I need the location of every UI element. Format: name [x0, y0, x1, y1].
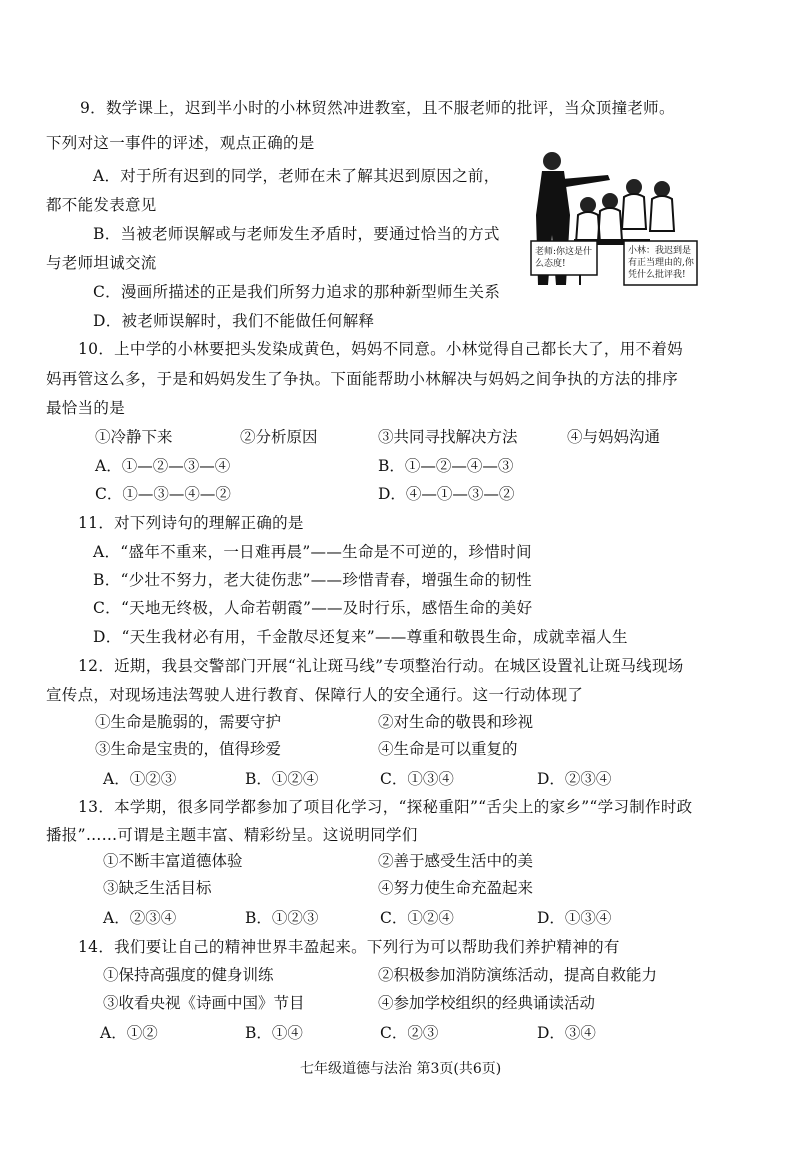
q10-stem-line2: 妈再管这么多，于是和妈妈发生了争执。下面能帮助小林解决与妈妈之间争执的方法的排序: [46, 370, 679, 388]
cartoon-student-caption: 小林：我迟到是有正当理由的,你凭什么批评我!: [628, 246, 694, 280]
q10-item-1: ①冷静下来: [95, 428, 173, 446]
q12-item-1: ①生命是脆弱的，需要守护: [95, 713, 282, 731]
page-footer: 七年级道德与法治 第3页(共6页): [300, 1061, 502, 1077]
q11-option-d: D．“天生我材必有用，千金散尽还复来”——尊重和敬畏生命，成就幸福人生: [93, 628, 628, 646]
q12-item-4: ④生命是可以重复的: [378, 740, 518, 758]
q11-stem: 11．对下列诗句的理解正确的是: [78, 514, 304, 532]
q9-option-b-line1: B．当被老师误解或与老师发生矛盾时，要通过恰当的方式: [93, 225, 500, 243]
q9-option-b-line2: 与老师坦诚交流: [46, 254, 157, 272]
q12-option-d: D．②③④: [537, 770, 612, 788]
q10-stem-line1: 10．上中学的小林要把头发染成黄色，妈妈不同意。小林觉得自己都长大了，用不着妈: [78, 340, 683, 358]
q12-item-3: ③生命是宝贵的，值得珍爱: [95, 740, 282, 758]
q9-option-d: D．被老师误解时，我们不能做任何解释: [93, 312, 375, 330]
q13-option-b: B．①②③: [245, 909, 319, 927]
q12-option-b: B．①②④: [245, 770, 319, 788]
q9-option-c: C．漫画所描述的正是我们所努力追求的那种新型师生关系: [93, 283, 501, 301]
q13-item-4: ④努力使生命充盈起来: [378, 879, 534, 897]
q11-option-c: C．“天地无终极，人命若朝霞”——及时行乐，感悟生命的美好: [93, 599, 533, 617]
q10-option-c: C．①—③—④—②: [95, 485, 231, 503]
q13-stem-line1: 13．本学期，很多同学都参加了项目化学习，“探秘重阳”“舌尖上的家乡”“学习制作时政: [78, 798, 693, 816]
q14-option-d: D．③④: [537, 1024, 596, 1042]
q9-option-a-line2: 都不能发表意见: [46, 196, 157, 214]
q10-option-a: A．①—②—③—④: [95, 457, 231, 475]
q13-stem-line2: 播报”……可谓是主题丰富、精彩纷呈。这说明同学们: [46, 826, 418, 844]
q13-option-c: C．①②④: [380, 909, 454, 927]
q14-item-4: ④参加学校组织的经典诵读活动: [378, 994, 596, 1012]
q14-option-a: A．①②: [100, 1024, 158, 1042]
q12-stem-line1: 12．近期，我县交警部门开展“礼让斑马线”专项整治行动。在城区设置礼让斑马线现场: [78, 657, 684, 675]
q10-stem-line3: 最恰当的是: [46, 399, 126, 417]
q13-option-a: A．②③④: [103, 909, 177, 927]
q12-option-a: A．①②③: [103, 770, 177, 788]
q12-stem-line2: 宣传点，对现场违法驾驶人进行教育、保障行人的安全通行。这一行动体现了: [46, 686, 584, 704]
q13-option-d: D．①③④: [537, 909, 612, 927]
q11-option-b: B．“少壮不努力，老大徒伤悲”——珍惜青春，增强生命的韧性: [93, 571, 532, 589]
cartoon-teacher-caption: 老师:你这是什么态度!: [535, 247, 593, 269]
q14-option-b: B．①④: [245, 1024, 303, 1042]
q12-item-2: ②对生命的敬畏和珍视: [378, 713, 534, 731]
q14-option-c: C．②③: [380, 1024, 439, 1042]
q10-item-4: ④与妈妈沟通: [567, 428, 661, 446]
q13-item-1: ①不断丰富道德体验: [103, 852, 243, 870]
q11-option-a: A．“盛年不重来，一日难再晨”——生命是不可逆的，珍惜时间: [93, 543, 532, 561]
q10-item-3: ③共同寻找解决方法: [378, 428, 518, 446]
q14-item-2: ②积极参加消防演练活动，提高自救能力: [378, 966, 658, 984]
q10-item-2: ②分析原因: [240, 428, 318, 446]
q12-option-c: C．①③④: [380, 770, 454, 788]
q9-stem-line1: 9．数学课上，迟到半小时的小林贸然冲进教室，且不服老师的批评，当众顶撞老师。: [80, 99, 675, 117]
q13-item-2: ②善于感受生活中的美: [378, 852, 534, 870]
q14-stem: 14．我们要让自己的精神世界丰盈起来。下列行为可以帮助我们养护精神的有: [78, 938, 620, 956]
q9-stem-line2: 下列对这一事件的评述，观点正确的是: [46, 134, 315, 152]
q14-item-1: ①保持高强度的健身训练: [103, 966, 274, 984]
q14-item-3: ③收看央视《诗画中国》节目: [103, 994, 305, 1012]
q9-option-a-line1: A．对于所有迟到的同学，老师在未了解其迟到原因之前，: [93, 167, 500, 185]
q10-option-d: D．④—①—③—②: [378, 485, 515, 503]
q13-item-3: ③缺乏生活目标: [103, 879, 212, 897]
q10-option-b: B．①—②—④—③: [378, 457, 514, 475]
